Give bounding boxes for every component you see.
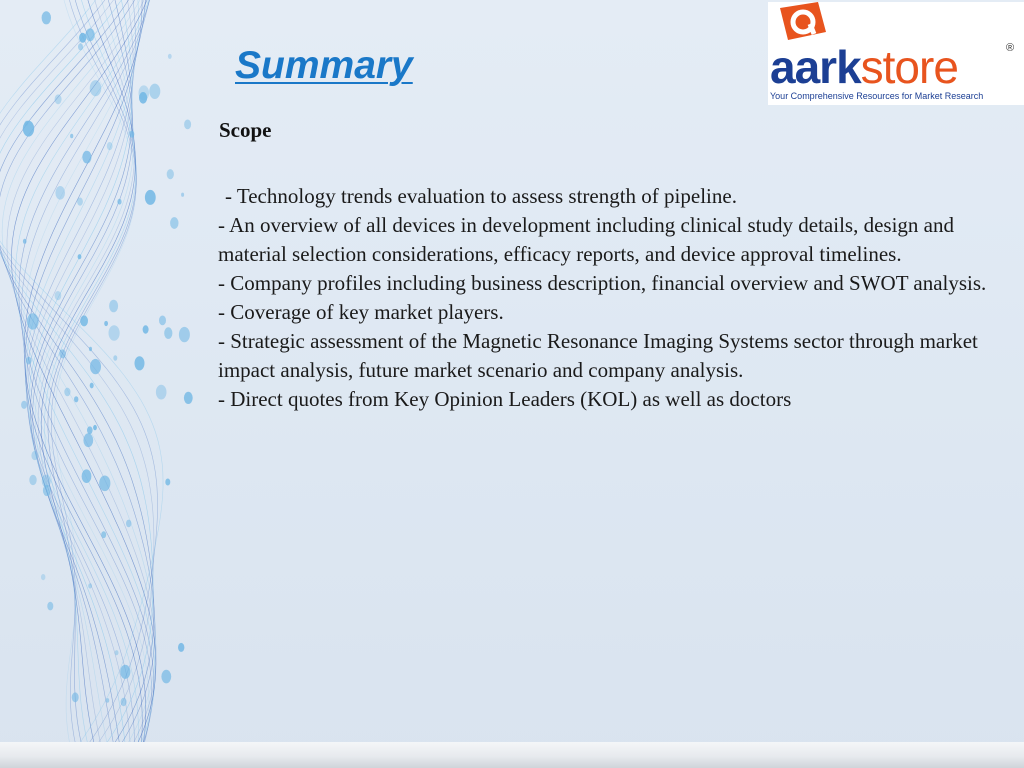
- decor-bubble: [89, 347, 92, 351]
- decor-bubble: [178, 643, 184, 652]
- decor-bubble: [143, 325, 149, 333]
- decor-bubble: [88, 583, 92, 588]
- decor-bubble: [149, 84, 160, 99]
- list-item: - Coverage of key market players.: [218, 300, 504, 324]
- decor-bubble: [164, 327, 172, 339]
- decor-bubble: [78, 43, 83, 50]
- decor-bubble: [80, 315, 88, 326]
- decor-bubble: [93, 425, 97, 430]
- decor-bubble: [181, 193, 184, 197]
- decor-bubble: [184, 120, 191, 130]
- decor-bubble: [29, 475, 36, 485]
- decor-bubble: [25, 121, 29, 126]
- decor-bubble: [47, 602, 53, 611]
- decor-wave-line: [0, 0, 153, 744]
- list-item: - An overview of all devices in development including clinical study details, design and material selection considerations, efficacy reports, and device approval timelines.: [218, 213, 954, 266]
- decor-bubble: [42, 11, 51, 24]
- decor-bubble: [55, 186, 65, 200]
- decor-bubble: [165, 479, 170, 486]
- decor-wave-line: [28, 0, 134, 744]
- decor-bubble: [121, 698, 127, 706]
- footer-band: [0, 742, 1024, 768]
- decor-bubble: [126, 520, 131, 528]
- brand-name-part1: aark: [770, 41, 861, 93]
- decor-bubble: [117, 199, 121, 205]
- decor-bubble: [72, 692, 79, 702]
- decor-bubble: [109, 300, 118, 313]
- scope-list: [218, 182, 988, 414]
- decor-bubble: [161, 670, 171, 684]
- decor-bubble: [42, 475, 51, 488]
- decor-bubble: [106, 698, 109, 703]
- decor-bubble: [139, 92, 147, 104]
- slide-title: Summary: [235, 44, 413, 87]
- decor-bubble: [145, 190, 156, 205]
- list-item: - Company profiles including business description, financial overview and SWOT analysis.: [218, 271, 987, 295]
- aarkstore-logo-mark-icon: [774, 2, 832, 46]
- decor-bubble: [129, 131, 134, 138]
- list-item: - Direct quotes from Key Opinion Leaders (KOL) as well as doctors: [218, 387, 792, 411]
- decor-bubble: [87, 426, 93, 434]
- decor-wave-line: [29, 0, 132, 744]
- decor-bubble: [115, 650, 119, 655]
- decor-bubble: [79, 33, 86, 43]
- decor-wave-line: [33, 0, 133, 744]
- decor-bubble: [90, 359, 101, 374]
- decor-bubble: [74, 396, 78, 402]
- decor-bubble: [107, 142, 113, 150]
- decor-bubble: [135, 356, 145, 370]
- decor-bubble: [184, 392, 193, 404]
- decor-bubble: [109, 325, 120, 341]
- decor-bubble: [59, 349, 66, 358]
- decor-bubble: [82, 469, 92, 483]
- decor-bubble: [27, 313, 39, 329]
- decor-bubble: [120, 665, 130, 679]
- decor-bubble: [104, 321, 108, 326]
- decor-bubble: [113, 355, 117, 361]
- decor-bubble: [26, 357, 32, 365]
- decor-bubble: [90, 80, 102, 96]
- decor-bubble: [70, 134, 73, 139]
- decor-bubble: [168, 54, 172, 59]
- decor-bubble: [31, 451, 38, 460]
- decor-bubble: [64, 388, 70, 397]
- decor-bubble: [23, 239, 27, 244]
- decor-bubble: [77, 198, 83, 206]
- brand-name-part2: store: [860, 41, 958, 93]
- decor-bubble: [55, 94, 62, 104]
- decor-bubble: [167, 169, 174, 179]
- section-heading: Scope: [219, 118, 272, 142]
- decor-bubble: [179, 327, 190, 342]
- decor-bubble: [170, 217, 178, 229]
- decor-bubble: [83, 433, 93, 447]
- logo-tagline: Your Comprehensive Resources for Market Research: [770, 91, 984, 101]
- decor-bubble: [82, 151, 91, 164]
- decor-bubble: [99, 476, 110, 492]
- decor-bubble: [21, 401, 27, 409]
- aarkstore-wordmark: [770, 41, 958, 93]
- decor-bubble: [101, 531, 106, 538]
- decor-bubble: [159, 316, 166, 326]
- list-item: - Technology trends evaluation to assess strength of pipeline.: [225, 184, 737, 208]
- decor-bubble: [78, 254, 82, 259]
- aarkstore-logo: [768, 2, 1024, 105]
- decor-bubble: [55, 291, 62, 300]
- decor-wave-line: [0, 0, 158, 744]
- decor-bubble: [41, 574, 45, 580]
- decor-bubble: [90, 383, 94, 389]
- decor-bubble: [156, 385, 167, 400]
- decor-bubble: [86, 28, 95, 41]
- decor-wave-line: [0, 0, 163, 744]
- list-item: - Strategic assessment of the Magnetic Resonance Imaging Systems sector through market impact analysis, future market scenario and company analysis.: [218, 329, 978, 382]
- registered-mark: ®: [1006, 42, 1015, 54]
